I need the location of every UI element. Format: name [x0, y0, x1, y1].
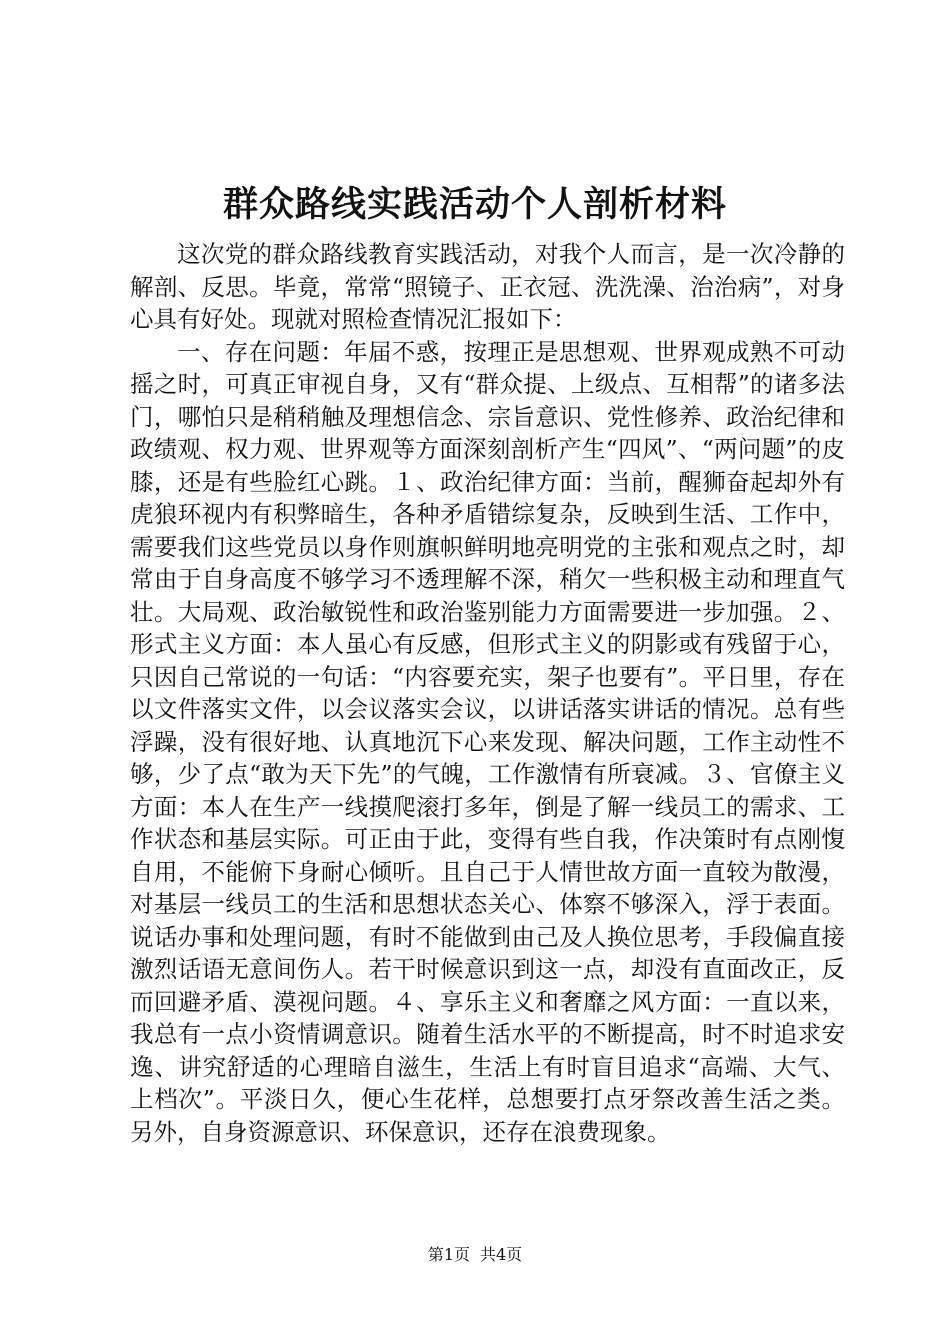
page-footer	[0, 1245, 950, 1265]
page-number-total: 共4页	[480, 1245, 523, 1264]
page-number-current: 第1页	[427, 1245, 470, 1264]
paragraph-intro: 这次党的群众路线教育实践活动，对我个人而言，是一次冷静的解剖、反思。毕竟，常常“照镜子、正衣冠、洗洗澡、治治病”，对身心具有好处。现就对照检查情况汇报如下：	[130, 240, 845, 333]
document-body	[130, 238, 845, 1148]
paragraph-problems: 一、存在问题：年届不惑，按理正是思想观、世界观成熟不可动摇之时，可真正审视自身，又有“群众提、上级点、互相帮”的诸多法门，哪怕只是稍稍触及理想信念、宗旨意识、党性修养、政治纪律和政绩观、权力观、世界观等方面深刻剖析产生“四风”、“两问题”的皮膝，还是有些脸红心跳。１、政治纪律方面：当前，醒狮奋起却外有虎狼环视内有积弊暗生，各种矛盾错综复杂，反映到生活、工作中，需要我们这些党员以身作则旗帜鲜明地亮明党的主张和观点之时，却常由于自身高度不够学习不透理解不深，稍欠一些积极主动和理直气壮。大局观、政治敏锐性和政治鉴别能力方面需要进一步加强。２、形式主义方面：本人虽心有反感，但形式主义的阴影或有残留于心，只因自己常说的一句话：“内容要充实，架子也要有”。平日里，存在以文件落实文件，以会议落实会议，以讲话落实讲话的情况。总有些浮躁，没有很好地、认真地沉下心来发现、解决问题，工作主动性不够，少了点“敢为天下先”的气魄，工作激情有所衰减。３、官僚主义方面：本人在生产一线摸爬滚打多年，倒是了解一线员工的需求、工作状态和基层实际。可正由于此，变得有些自我，作决策时有点刚愎自用，不能俯下身耐心倾听。且自己于人情世故方面一直较为散漫，对基层一线员工的生活和思想状态关心、体察不够深入，浮于表面。说话办事和处理问题，有时不能做到由己及人换位思考，手段偏直接激烈话语无意间伤人。若干时候意识到这一点，却没有直面改正，反而回避矛盾、漠视问题。４、享乐主义和奢靡之风方面：一直以来，我总有一点小资情调意识。随着生活水平的不断提高，时不时追求安逸、讲究舒适的心理暗自滋生，生活上有时盲目追求“高端、大气、上档次”。平淡日久，便心生花样，总想要打点牙祭改善生活之类。另外，自身资源意识、环保意识，还存在浪费现象。	[130, 337, 845, 1146]
document-title: 群众路线实践活动个人剖析材料	[222, 184, 727, 225]
